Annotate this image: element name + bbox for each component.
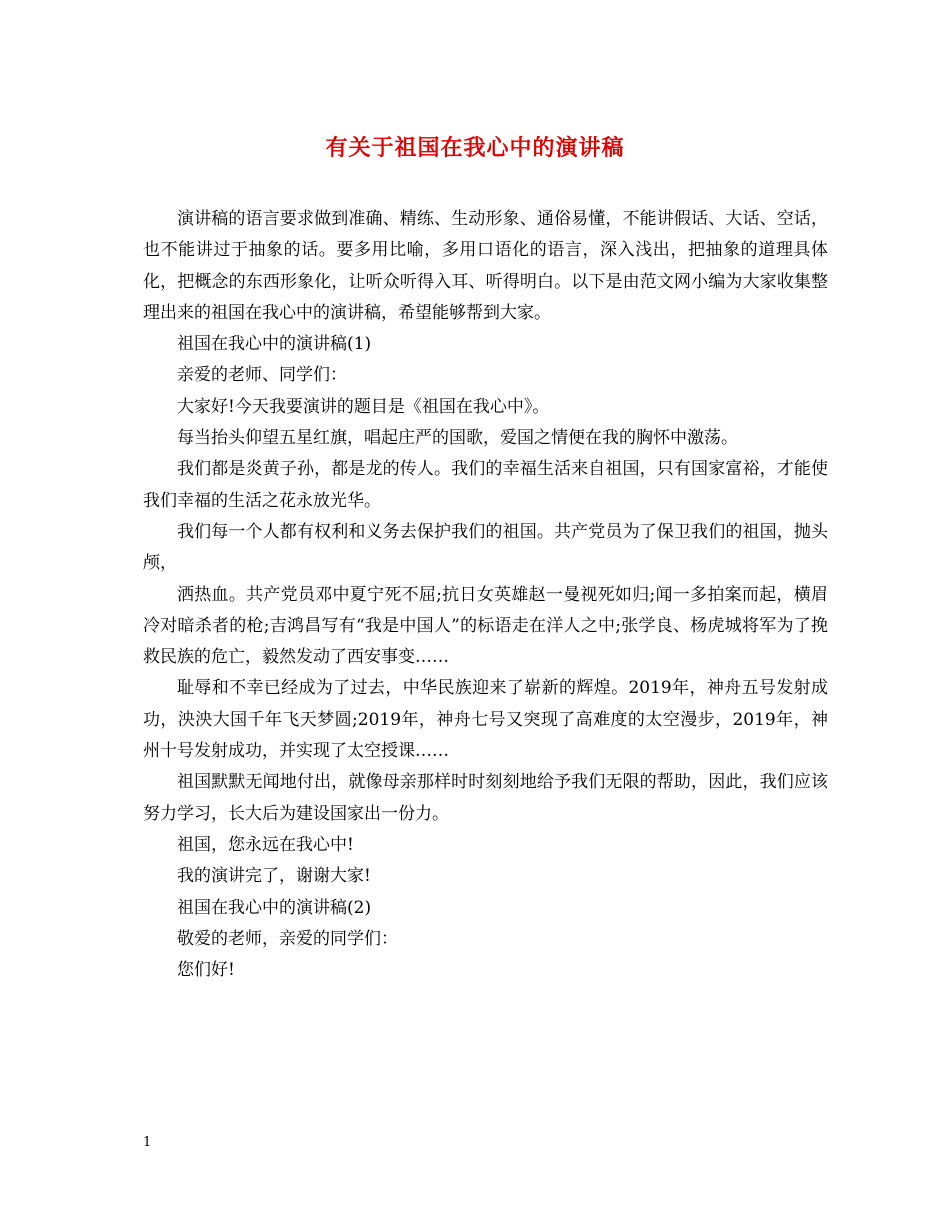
paragraph: 耻辱和不幸已经成为了过去，中华民族迎来了崭新的辉煌。2019年，神舟五号发射成功，泱泱大国千年飞天梦圆;2019年，神舟七号又突现了高难度的太空漫步，2019年，神州十号发射成功，并实现了太空授课…… <box>143 678 828 762</box>
paragraph: 您们好! <box>177 960 235 981</box>
paragraph: 大家好!今天我要演讲的题目是《祖国在我心中》。 <box>177 396 550 417</box>
paragraph: 祖国，您永远在我心中! <box>177 834 354 855</box>
paragraph: 我们都是炎黄子孙，都是龙的传人。我们的幸福生活来自祖国，只有国家富裕，才能使我们幸福的生活之花永放光华。 <box>143 459 828 511</box>
paragraph: 演讲稿的语言要求做到准确、精练、生动形象、通俗易懂，不能讲假话、大话、空话，也不能讲过于抽象的话。要多用比喻，多用口语化的语言，深入浅出，把抽象的道理具体化，把概念的东西形象化，让听众听得入耳、听得明白。以下是由范文网小编为大家收集整理出来的祖国在我心中的演讲稿，希望能够帮到大家。 <box>143 209 828 323</box>
paragraph: 我们每一个人都有权利和义务去保护我们的祖国。共产党员为了保卫我们的祖国，抛头颅， <box>143 521 828 574</box>
paragraph: 洒热血。共产党员邓中夏宁死不屈;抗日女英雄赵一曼视死如归;闻一多拍案而起，横眉冷对暗杀者的枪;吉鸿昌写有“我是中国人”的标语走在洋人之中;张学良、杨虎城将军为了挽救民族的危亡，毅然发动了西安事变…… <box>143 584 828 668</box>
paragraph: 祖国在我心中的演讲稿(2) <box>177 897 372 918</box>
paragraph: 祖国在我心中的演讲稿(1) <box>177 334 372 355</box>
document-body <box>143 204 828 986</box>
paragraph: 我的演讲完了，谢谢大家! <box>177 866 371 887</box>
document-title: 有关于祖国在我心中的演讲稿 <box>325 135 625 161</box>
paragraph: 敬爱的老师，亲爱的同学们： <box>177 928 398 949</box>
paragraph: 祖国默默无闻地付出，就像母亲那样时时刻刻地给予我们无限的帮助，因此，我们应该努力学习，长大后为建设国家出一份力。 <box>143 772 828 824</box>
paragraph: 亲爱的老师、同学们： <box>177 365 347 386</box>
paragraph: 每当抬头仰望五星红旗，唱起庄严的国歌，爱国之情便在我的胸怀中激荡。 <box>177 428 738 449</box>
page-number: 1 <box>143 1135 152 1150</box>
